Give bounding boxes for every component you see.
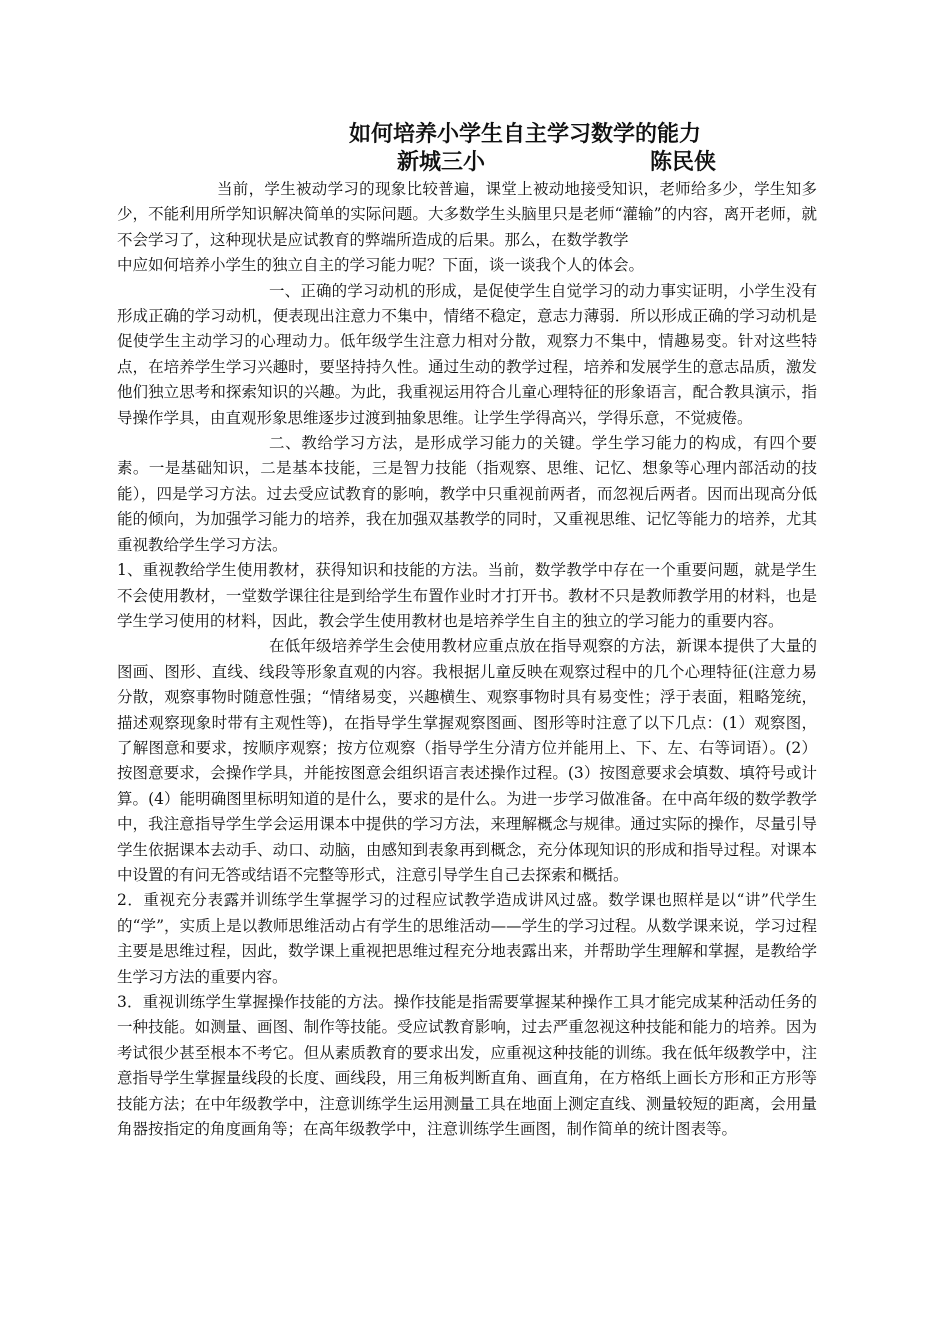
paragraph-intro: 当前，学生被动学习的现象比较普遍，课堂上被动地接受知识，老师给多少，学生知多少，不能利用所学知识解决简单的实际问题。大多数学生头脑里只是老师“灌输”的内容，离开老师，就不会学习了，这种现状是应试教育的弊端所造成的后果。那么，在数学教学 <box>117 180 817 249</box>
paragraph-point-3: 3．重视训练学生掌握操作技能的方法。操作技能是指需要掌握某种操作工具才能完成某种活动任务的一种技能。如测量、画图、制作等技能。受应试教育影响，过去严重忽视这种技能和能力的培养。因为考试很少甚至根本不考它。但从素质教育的要求出发，应重视这种技能的训练。我在低年级教学中，注意指导学生掌握量线段的长度、画线段，用三角板判断直角、画直角，在方格纸上画长方形和正方形等技能方法；在中年级教学中，注意训练学生运用测量工具在地面上测定直线、测量较短的距离，会用量角器按指定的角度画角等；在高年级教学中，注意训练学生画图，制作简单的统计图表等。 <box>117 993 817 1139</box>
paragraph-section-2: 二、教给学习方法，是形成学习能力的关键。学生学习能力的构成，有四个要素。一是基础知识，二是基本技能，三是智力技能（指观察、思维、记忆、想象等心理内部活动的技能），四是学习方法。过去受应试教育的影响，教学中只重视前两者，而忽视后两者。因而出现高分低能的倾向，为加强学习能力的培养，我在加强双基教学的同时，又重视思维、记忆等能力的培养，尤其重视教给学生学习方法。 <box>117 434 817 554</box>
paragraph-point-1: 1、重视教给学生使用教材，获得知识和技能的方法。当前，数学教学中存在一个重要问题，就是学生不会使用教材，一堂数学课往往是到给学生布置作业时才打开书。教材不只是教师教学用的材料，也是学生学习使用的材料，因此，教会学生使用教材也是培养学生自主的独立的学习能力的重要内容。 <box>117 561 817 630</box>
author-school: 新城三小 <box>397 150 486 175</box>
paragraph-point-2: 2．重视充分表露并训练学生掌握学习的过程应试教学造成讲风过盛。数学课也照样是以“讲”代学生的“学”，实质上是以教师思维活动占有学生的思维活动——学生的学习过程。从数学课来说，学习过程主要是思维过程，因此，数学课上重视把思维过程充分地表露出来，并帮助学生理解和掌握，是教给学生学习方法的重要内容。 <box>117 891 817 986</box>
title-text: 如何培养小学生自主学习数学的能力 <box>348 122 701 147</box>
paragraph-section-1: 一、正确的学习动机的形成，是促使学生自觉学习的动力事实证明，小学生没有形成正确的学习动机，便表现出注意力不集中，情绪不稳定，意志力薄弱．所以形成正确的学习动机是促使学生主动学习的心理动力。低年级学生注意力相对分散，观察力不集中，情趣易变。针对这些特点，在培养学生学习兴趣时，要坚持持久性。通过生动的教学过程，培养和发展学生的意志品质，激发他们独立思考和探索知识的兴趣。为此，我重视运用符合儿童心理特征的形象语言，配合教具演示，指导操作学具，由直观形象思维逐步过渡到抽象思维。让学生学得高兴，学得乐意，不觉疲倦。 <box>117 281 817 427</box>
paragraph-intro-tail: 中应如何培养小学生的独立自主的学习能力呢？下面，谈一谈我个人的体会。 <box>117 256 645 275</box>
paragraph-observation: 在低年级培养学生会使用教材应重点放在指导观察的方法，新课本提供了大量的图画、图形、直线、线段等形象直观的内容。我根据儿童反映在观察过程中的几个心理特征(注意力易分散，观察事物时随意性强；“情绪易变，兴趣横生、观察事物时具有易变性；浮于表面，粗略笼统，描述观察现象时带有主观性等)，在指导学生掌握观察图画、图形等时注意了以下几点：(1）观察图，了解图意和要求，按顺序观察；按方位观察（指导学生分清方位并能用上、下、左、右等词语）。(2）按图意要求，会操作学具，并能按图意会组织语言表述操作过程。(3）按图意要求会填数、填符号或计算。(4）能明确图里标明知道的是什么，要求的是什么。为进一步学习做准备。在中高年级的数学教学中，我注意指导学生学会运用课本中提供的学习方法，来理解概念与规律。通过实际的操作，尽量引导学生依据课本去动手、动口、动脑，由感知到表象再到概念，充分体现知识的形成和指导过程。对课本中设置的有问无答或结语不完整等形式，注意引导学生自己去探索和概括。 <box>117 637 817 884</box>
author-name: 陈民侠 <box>650 150 717 175</box>
document-body <box>117 177 817 1142</box>
document-title <box>0 120 950 150</box>
